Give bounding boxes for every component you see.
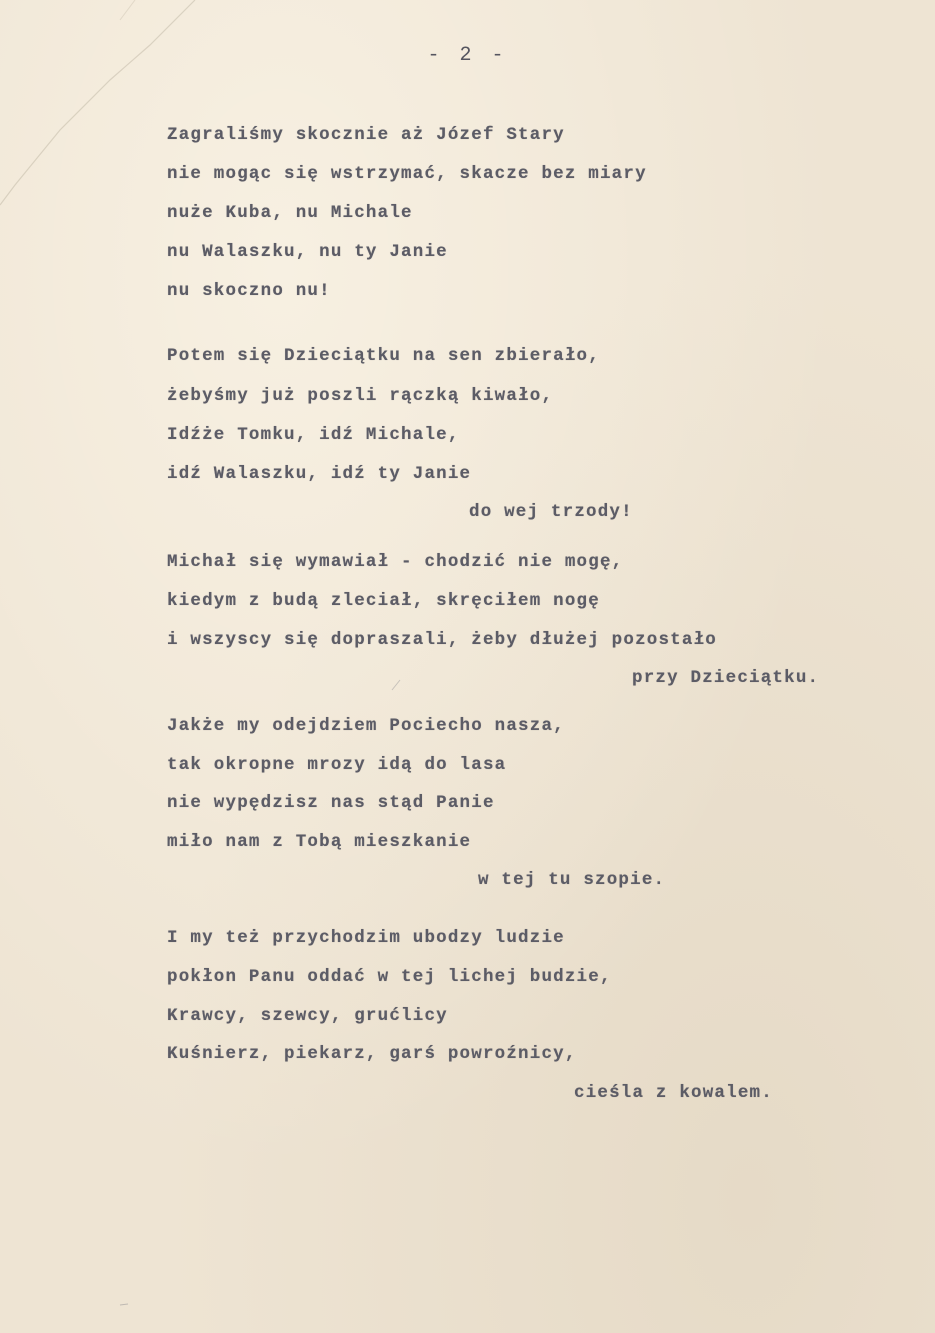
poem-line: Potem się Dzieciątku na sen zbierało, bbox=[167, 346, 600, 366]
page-number: - 2 - bbox=[427, 44, 508, 67]
poem-line: nu Walaszku, nu ty Janie bbox=[167, 242, 448, 262]
poem-line-refrain: cieśla z kowalem. bbox=[574, 1083, 773, 1103]
poem-line-refrain: w tej tu szopie. bbox=[478, 870, 666, 890]
poem-line: nu skoczno nu! bbox=[167, 281, 331, 301]
poem-line: idź Walaszku, idź ty Janie bbox=[167, 464, 472, 484]
poem-line: pokłon Panu oddać w tej lichej budzie, bbox=[167, 967, 612, 987]
poem-line: kiedym z budą zleciał, skręciłem nogę bbox=[167, 591, 600, 611]
poem-line: nie mogąc się wstrzymać, skacze bez miary bbox=[167, 164, 647, 184]
poem-line: nuże Kuba, nu Michale bbox=[167, 203, 413, 223]
poem-line: Kuśnierz, piekarz, garś powroźnicy, bbox=[167, 1044, 577, 1064]
poem-line: Krawcy, szewcy, grućlicy bbox=[167, 1006, 448, 1026]
poem-line: tak okropne mrozy idą do lasa bbox=[167, 755, 507, 775]
poem-line: miło nam z Tobą mieszkanie bbox=[167, 832, 472, 852]
poem-line-refrain: przy Dzieciątku. bbox=[632, 668, 820, 688]
poem-line: Zagraliśmy skocznie aż Józef Stary bbox=[167, 125, 565, 145]
poem-line: Jakże my odejdziem Pociecho nasza, bbox=[167, 716, 565, 736]
poem-line: Michał się wymawiał - chodzić nie mogę, bbox=[167, 552, 624, 572]
poem-line: żebyśmy już poszli rączką kiwało, bbox=[167, 386, 554, 406]
poem-line: i wszyscy się dopraszali, żeby dłużej pozostało bbox=[167, 630, 717, 650]
poem-line: Idźże Tomku, idź Michale, bbox=[167, 425, 460, 445]
poem-line: I my też przychodzim ubodzy ludzie bbox=[167, 928, 565, 948]
poem-line: nie wypędzisz nas stąd Panie bbox=[167, 793, 495, 813]
poem-line-refrain: do wej trzody! bbox=[469, 502, 633, 522]
